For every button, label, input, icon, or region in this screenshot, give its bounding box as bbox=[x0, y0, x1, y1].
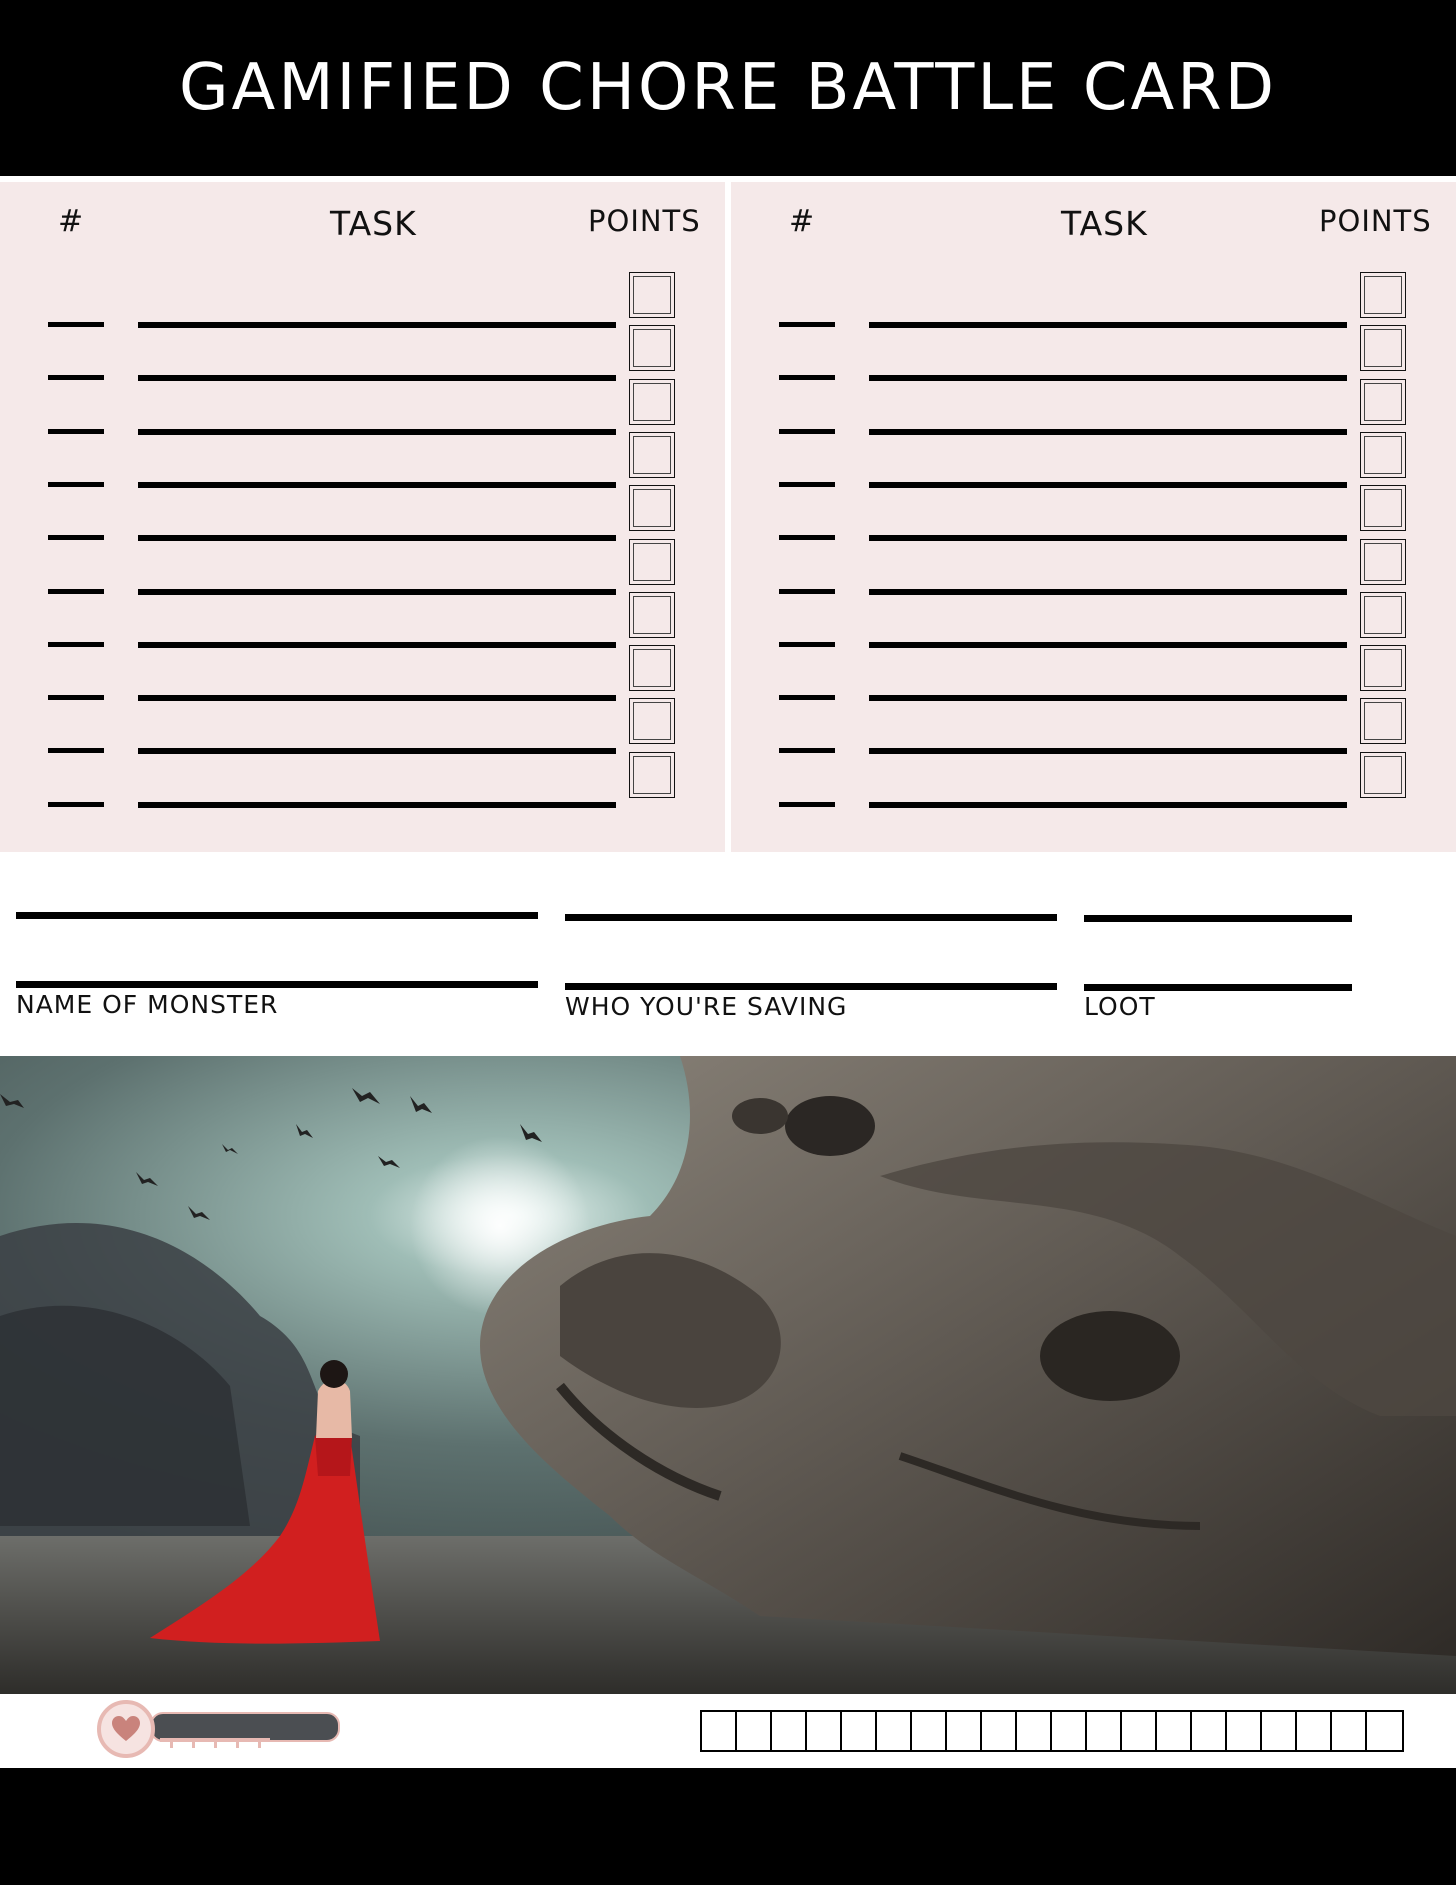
progress-tracker bbox=[700, 1710, 1404, 1752]
task-number-blank[interactable] bbox=[48, 429, 104, 434]
task-number-blank[interactable] bbox=[779, 375, 835, 380]
points-checkbox[interactable] bbox=[1360, 698, 1406, 744]
monster-line-2[interactable] bbox=[16, 981, 538, 988]
points-checkbox[interactable] bbox=[1360, 325, 1406, 371]
title-bar bbox=[0, 0, 1456, 176]
task-number-blank[interactable] bbox=[779, 748, 835, 753]
points-checkbox[interactable] bbox=[629, 272, 675, 318]
progress-cell[interactable] bbox=[1087, 1712, 1122, 1750]
task-name-blank[interactable] bbox=[869, 322, 1347, 328]
progress-cell[interactable] bbox=[912, 1712, 947, 1750]
points-checkbox[interactable] bbox=[1360, 379, 1406, 425]
task-name-blank[interactable] bbox=[138, 322, 616, 328]
progress-cell[interactable] bbox=[1157, 1712, 1192, 1750]
points-checkbox[interactable] bbox=[629, 752, 675, 798]
heart-icon bbox=[111, 1715, 141, 1743]
points-checkbox[interactable] bbox=[1360, 645, 1406, 691]
task-row bbox=[0, 748, 725, 758]
loot-label: LOOT bbox=[1084, 992, 1156, 1021]
task-number-blank[interactable] bbox=[779, 322, 835, 327]
progress-cell[interactable] bbox=[1262, 1712, 1297, 1750]
task-row bbox=[0, 589, 725, 599]
task-row bbox=[731, 748, 1456, 758]
task-name-blank[interactable] bbox=[869, 482, 1347, 488]
task-panel-right bbox=[731, 182, 1456, 852]
points-checkbox[interactable] bbox=[629, 325, 675, 371]
points-checkbox[interactable] bbox=[1360, 539, 1406, 585]
column-header-number: # bbox=[58, 204, 85, 239]
task-name-blank[interactable] bbox=[869, 535, 1347, 541]
task-row bbox=[0, 429, 725, 439]
progress-cell[interactable] bbox=[1332, 1712, 1367, 1750]
task-name-blank[interactable] bbox=[138, 429, 616, 435]
task-number-blank[interactable] bbox=[779, 802, 835, 807]
progress-cell[interactable] bbox=[1297, 1712, 1332, 1750]
task-row bbox=[0, 535, 725, 545]
progress-cell[interactable] bbox=[807, 1712, 842, 1750]
task-panel-left bbox=[0, 182, 725, 852]
task-row bbox=[731, 695, 1456, 705]
task-number-blank[interactable] bbox=[779, 482, 835, 487]
task-name-blank[interactable] bbox=[138, 748, 616, 754]
progress-cell[interactable] bbox=[842, 1712, 877, 1750]
monster-label: NAME OF MONSTER bbox=[16, 990, 279, 1019]
progress-cell[interactable] bbox=[1367, 1712, 1402, 1750]
task-name-blank[interactable] bbox=[869, 375, 1347, 381]
progress-cell[interactable] bbox=[1227, 1712, 1262, 1750]
task-number-blank[interactable] bbox=[48, 642, 104, 647]
battle-fields bbox=[0, 852, 1456, 1058]
points-checkbox[interactable] bbox=[629, 592, 675, 638]
points-checkbox[interactable] bbox=[629, 698, 675, 744]
progress-cell[interactable] bbox=[982, 1712, 1017, 1750]
loot-line-1[interactable] bbox=[1084, 915, 1352, 922]
points-checkbox[interactable] bbox=[629, 645, 675, 691]
task-name-blank[interactable] bbox=[138, 375, 616, 381]
saving-label: WHO YOU'RE SAVING bbox=[565, 992, 848, 1021]
task-number-blank[interactable] bbox=[48, 748, 104, 753]
points-checkbox[interactable] bbox=[629, 539, 675, 585]
task-number-blank[interactable] bbox=[48, 589, 104, 594]
points-checkbox[interactable] bbox=[629, 485, 675, 531]
loot-line-2[interactable] bbox=[1084, 984, 1352, 991]
task-name-blank[interactable] bbox=[138, 482, 616, 488]
task-row bbox=[731, 589, 1456, 599]
saving-line-1[interactable] bbox=[565, 914, 1057, 921]
task-number-blank[interactable] bbox=[779, 589, 835, 594]
progress-cell[interactable] bbox=[947, 1712, 982, 1750]
progress-cell[interactable] bbox=[1192, 1712, 1227, 1750]
task-number-blank[interactable] bbox=[48, 482, 104, 487]
progress-cell[interactable] bbox=[702, 1712, 737, 1750]
points-checkbox[interactable] bbox=[629, 432, 675, 478]
progress-cell[interactable] bbox=[1017, 1712, 1052, 1750]
column-header-task: TASK bbox=[1061, 204, 1148, 243]
points-checkbox[interactable] bbox=[629, 379, 675, 425]
points-checkbox[interactable] bbox=[1360, 592, 1406, 638]
task-name-blank[interactable] bbox=[869, 695, 1347, 701]
task-number-blank[interactable] bbox=[779, 535, 835, 540]
task-name-blank[interactable] bbox=[869, 429, 1347, 435]
points-checkbox[interactable] bbox=[1360, 752, 1406, 798]
task-row bbox=[731, 535, 1456, 545]
task-number-blank[interactable] bbox=[48, 322, 104, 327]
points-checkbox[interactable] bbox=[1360, 485, 1406, 531]
task-name-blank[interactable] bbox=[869, 802, 1347, 808]
task-name-blank[interactable] bbox=[869, 642, 1347, 648]
saving-line-2[interactable] bbox=[565, 983, 1057, 990]
task-name-blank[interactable] bbox=[138, 695, 616, 701]
task-row bbox=[0, 375, 725, 385]
task-name-blank[interactable] bbox=[138, 642, 616, 648]
footer-bar bbox=[0, 1768, 1456, 1885]
task-number-blank[interactable] bbox=[779, 429, 835, 434]
task-row bbox=[731, 429, 1456, 439]
progress-cell[interactable] bbox=[737, 1712, 772, 1750]
health-ticks bbox=[160, 1738, 270, 1748]
progress-cell[interactable] bbox=[877, 1712, 912, 1750]
task-number-blank[interactable] bbox=[48, 695, 104, 700]
column-header-task: TASK bbox=[330, 204, 417, 243]
health-badge bbox=[97, 1700, 155, 1758]
task-row bbox=[0, 802, 725, 812]
progress-cell[interactable] bbox=[1052, 1712, 1087, 1750]
task-number-blank[interactable] bbox=[779, 695, 835, 700]
task-number-blank[interactable] bbox=[48, 535, 104, 540]
points-checkbox[interactable] bbox=[1360, 432, 1406, 478]
task-name-blank[interactable] bbox=[869, 589, 1347, 595]
progress-cell[interactable] bbox=[1122, 1712, 1157, 1750]
task-row bbox=[731, 482, 1456, 492]
column-header-points: POINTS bbox=[1319, 204, 1432, 238]
task-row bbox=[0, 482, 725, 492]
task-name-blank[interactable] bbox=[138, 589, 616, 595]
task-name-blank[interactable] bbox=[138, 535, 616, 541]
task-row bbox=[0, 695, 725, 705]
task-row bbox=[731, 802, 1456, 812]
task-row bbox=[731, 375, 1456, 385]
column-header-number: # bbox=[789, 204, 816, 239]
column-header-points: POINTS bbox=[588, 204, 701, 238]
task-row bbox=[731, 322, 1456, 332]
task-number-blank[interactable] bbox=[48, 802, 104, 807]
task-number-blank[interactable] bbox=[48, 375, 104, 380]
task-number-blank[interactable] bbox=[779, 642, 835, 647]
page-title: GAMIFIED CHORE BATTLE CARD bbox=[178, 51, 1278, 125]
task-row bbox=[731, 642, 1456, 652]
monster-line-1[interactable] bbox=[16, 912, 538, 919]
progress-cell[interactable] bbox=[772, 1712, 807, 1750]
scene-svg bbox=[0, 1056, 1456, 1694]
task-row bbox=[0, 322, 725, 332]
task-name-blank[interactable] bbox=[138, 802, 616, 808]
battle-scene-image bbox=[0, 1056, 1456, 1694]
points-checkbox[interactable] bbox=[1360, 272, 1406, 318]
task-name-blank[interactable] bbox=[869, 748, 1347, 754]
task-row bbox=[0, 642, 725, 652]
